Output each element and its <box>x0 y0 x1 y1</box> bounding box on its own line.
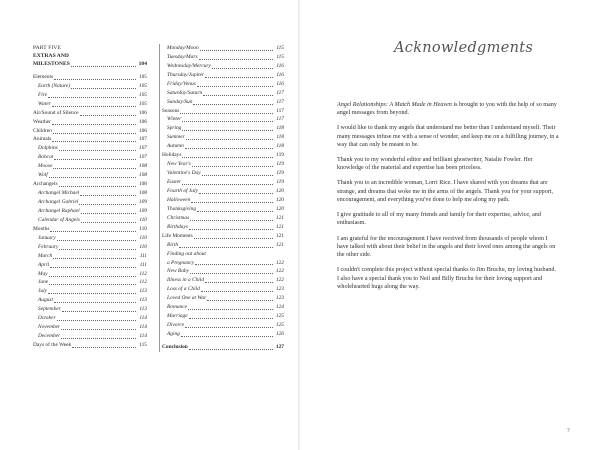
toc-entry-label: Archangel Gabriel <box>38 199 79 206</box>
toc-leader <box>192 165 273 167</box>
toc-entry-page: 123 <box>275 286 284 293</box>
ack-paragraph-7: I couldn't complete this project without special thanks to Jim Bruchu, my loving husband. I also have a special thank you to Neil and Billy Bruchu for their loving support and wholehearted hugs along the way. <box>337 267 556 290</box>
toc-leader <box>49 176 136 178</box>
toc-entry-page: 108 <box>138 172 147 179</box>
toc-entry-page: 113 <box>139 297 147 304</box>
toc-entry-page: 106 <box>138 118 147 125</box>
part-title-row <box>33 60 147 69</box>
ack-paragraph-2: I would like to thank my angels that understand me better than I understand myself. Their many messages infuse me with a sense of wonder, and keep me on a fulfilling journey, in a way that can only be meant to be. <box>337 125 559 148</box>
toc-entry <box>162 259 284 268</box>
toc-entry-label: October <box>38 315 56 322</box>
toc-entry-page: 115 <box>276 53 284 60</box>
toc-entry-page: 117 <box>276 116 284 123</box>
toc-entry <box>162 187 284 196</box>
toc-entry-label: February <box>38 243 59 250</box>
toc-leader <box>81 212 136 214</box>
toc-entry-page: 121 <box>275 241 284 248</box>
toc-leader <box>57 239 136 241</box>
toc-entry-label: April <box>38 261 50 268</box>
toc-leader <box>50 266 136 268</box>
toc-leader <box>201 290 273 292</box>
toc-entry-page: 121 <box>275 232 284 239</box>
toc-entry-page: 118 <box>276 125 284 132</box>
toc-entry-page: 108 <box>138 181 147 188</box>
toc-entry-page: 115 <box>139 342 147 349</box>
toc-entry-page: 109 <box>138 199 147 206</box>
toc-entry-label: January <box>38 234 56 241</box>
toc-entry-label: Aging <box>167 331 180 337</box>
toc-entry-label: September <box>38 306 61 313</box>
toc-leader <box>49 275 136 277</box>
toc-leader <box>194 237 273 239</box>
toc-leader <box>191 201 273 203</box>
toc-entry-page: 123 <box>275 295 284 302</box>
toc-leader <box>71 87 136 89</box>
toc-entry-label: July <box>38 288 47 295</box>
toc-entry-page: 108 <box>138 190 147 197</box>
toc-entry <box>33 82 147 91</box>
toc-entry-page: 118 <box>276 134 284 141</box>
toc-leader <box>200 49 273 51</box>
toc-entry <box>33 144 147 153</box>
toc-leader <box>199 58 273 60</box>
toc-entry-page: 110 <box>139 243 147 250</box>
toc-entry-label: Water <box>38 100 51 107</box>
toc-entry-label: Archangel Michael <box>38 190 80 197</box>
toc-entry-label: Thanksgiving <box>167 205 197 212</box>
toc-entry <box>33 252 147 261</box>
toc-leader <box>212 67 273 69</box>
toc-entry-label: Halloween <box>167 196 191 203</box>
toc-entry-page: 124 <box>275 304 284 311</box>
page-number: 7 <box>567 428 570 434</box>
toc-leader <box>72 346 136 348</box>
toc-entry-page: 125 <box>275 313 284 320</box>
toc-entry-label: Fourth of July <box>167 187 198 194</box>
toc-entry <box>33 225 147 234</box>
toc-entry-page: 110 <box>139 225 147 232</box>
toc-entry-page: 116 <box>276 62 284 69</box>
toc-leader <box>61 328 136 330</box>
toc-entry <box>162 303 284 312</box>
toc-entry <box>33 332 147 341</box>
toc-entry <box>33 109 147 118</box>
toc-leader <box>80 194 136 196</box>
toc-entry <box>162 44 284 53</box>
toc-entry <box>162 133 284 142</box>
toc-entry <box>33 216 147 225</box>
toc-entry-label: Weather <box>33 118 51 125</box>
toc-entry-label: Illness in a Child <box>167 277 204 284</box>
toc-entry-page: 109 <box>138 207 147 214</box>
toc-leader <box>182 183 273 185</box>
toc-entry <box>162 89 284 98</box>
toc-entry-page: 105 <box>138 91 147 98</box>
ack-paragraph-1-text: is brought to you with the help of so many angel messages from beyond. <box>337 102 557 117</box>
toc-entry <box>162 241 284 250</box>
toc-entry <box>33 100 147 109</box>
toc-entry-label: Easter <box>167 179 182 186</box>
toc-entry-page: 122 <box>275 259 284 266</box>
toc-leader <box>179 246 273 248</box>
ack-paragraph-3: Thank you to my wonderful editor and brilliant ghostwriter, Natalie Fowler. Her knowledge of the material and expertise has been priceless. <box>337 157 533 172</box>
part-title-line2: MILESTONES <box>33 60 70 67</box>
ack-paragraph-1 <box>337 101 559 118</box>
toc-entry-label: Autumn <box>167 143 184 150</box>
toc-entry-page: 119 <box>276 179 284 186</box>
toc-leader <box>199 192 273 194</box>
toc-leader <box>205 281 273 283</box>
toc-entry-page: 119 <box>276 170 284 177</box>
toc-leader <box>207 299 273 301</box>
toc-leader <box>54 158 136 160</box>
toc-entry <box>162 62 284 71</box>
toc-leader <box>197 210 273 212</box>
toc-entry-label: March <box>38 252 53 259</box>
toc-entry-label: New Baby <box>167 268 190 275</box>
toc-leader <box>80 114 136 116</box>
toc-leader <box>182 129 273 131</box>
toc-entry <box>162 223 284 232</box>
toc-leader <box>59 185 136 187</box>
toc-entry-label: Animals <box>33 136 52 143</box>
toc-entry <box>162 142 284 151</box>
toc-entry-label: December <box>38 333 61 340</box>
toc-leader <box>190 272 273 274</box>
toc-entry-label: Romance <box>167 304 188 311</box>
toc-entry-label: Wolf <box>38 172 48 179</box>
toc-entry-page: 110 <box>139 216 147 223</box>
ack-paragraph-4: Thank you to an incredible woman, Lorri Rice. I have shared with you dreams that are strange, and dreams that woke me in the arms of the angels. Thank you for your support, encouragement, and everything you've done to help me along my path. <box>337 180 553 204</box>
acknowledgments-title: Acknowledgments <box>394 40 534 56</box>
toc-leader <box>53 132 136 134</box>
toc-entry-page: 114 <box>139 333 147 340</box>
toc-entry-page: 105 <box>138 73 147 80</box>
toc-entry-page: 127 <box>275 343 284 350</box>
toc-leader <box>203 94 273 96</box>
toc-leader <box>189 348 273 350</box>
toc-entry-page: 120 <box>275 205 284 212</box>
toc-leader <box>57 319 136 321</box>
part-label: PART FIVE <box>33 45 61 51</box>
toc-entry <box>162 71 284 80</box>
toc-entry <box>33 287 147 296</box>
toc-entry <box>162 276 284 285</box>
toc-entry <box>33 136 147 145</box>
toc-entry <box>162 321 284 330</box>
toc-column-1-entries <box>33 73 147 350</box>
toc-entry-label: a Pregnancy <box>167 259 195 266</box>
toc-entry-label: May <box>38 270 48 277</box>
toc-entry-page: 111 <box>139 261 147 268</box>
toc-leader <box>186 138 273 140</box>
toc-entry-label: Friday/Venus <box>167 80 196 87</box>
toc-entry-label: Air/Sound of Silence <box>33 109 79 116</box>
toc-leader <box>52 140 136 142</box>
toc-entry-page: 114 <box>139 324 147 331</box>
toc-leader <box>188 308 273 310</box>
acknowledgments-body <box>337 101 559 298</box>
toc-entry <box>162 294 284 303</box>
toc-entry-page: 116 <box>276 71 284 78</box>
toc-entry-page: 110 <box>139 234 147 241</box>
toc-entry-label: Monday/Moon <box>167 44 199 51</box>
toc-entry-page: 125 <box>275 322 284 329</box>
toc-entry-label: Valentine's Day <box>167 170 201 177</box>
toc-entry-page: 112 <box>139 270 147 277</box>
toc-leader <box>61 337 136 339</box>
toc-entry <box>33 118 147 127</box>
toc-leader <box>189 317 273 319</box>
toc-entry-label: Marriage <box>167 313 188 320</box>
toc-entry-label: Winter <box>167 116 182 123</box>
toc-entry <box>162 160 284 169</box>
toc-entry-page: 108 <box>138 163 147 170</box>
toc-entry-page: 105 <box>138 82 147 89</box>
toc-entry-label: Sunday/Sun <box>167 98 193 105</box>
toc-leader <box>53 167 136 169</box>
toc-entry <box>162 312 284 321</box>
toc-leader <box>59 248 136 250</box>
toc-entry-page: 119 <box>276 152 284 159</box>
toc-entry-label: Holidays <box>162 152 182 159</box>
ack-paragraph-6: I am grateful for the encouragement I have received from thousands of people whom I have talked with about their belief in the angels and their loved ones among the angels on the other side. <box>337 235 556 259</box>
toc-entry-page: 120 <box>275 187 284 194</box>
toc-entry <box>162 232 284 241</box>
toc-entry <box>33 127 147 136</box>
toc-leader <box>181 335 273 337</box>
toc-entry <box>33 198 147 207</box>
toc-leader <box>79 203 136 205</box>
toc-leader <box>185 147 273 149</box>
toc-entry-page: 117 <box>276 107 284 114</box>
part-title-page: 104 <box>138 60 147 67</box>
toc-entry <box>33 207 147 216</box>
toc-entry-label: Divorce <box>167 322 185 329</box>
toc-entry-page: 113 <box>139 306 147 313</box>
toc-entry <box>33 296 147 305</box>
toc-entry <box>162 205 284 214</box>
toc-leader <box>185 326 273 328</box>
toc-entry-page: 107 <box>138 145 147 152</box>
toc-entry <box>162 116 284 125</box>
toc-entry-label: New Year's <box>167 161 191 168</box>
toc-entry-page: 105 <box>138 100 147 107</box>
toc-entry-page: 126 <box>275 331 284 337</box>
toc-entry <box>33 162 147 171</box>
toc-leader <box>180 112 273 114</box>
toc-entry <box>162 330 284 339</box>
toc-entry-page: 106 <box>138 127 147 134</box>
toc-entry <box>162 107 284 116</box>
toc-entry-label: Dolphins <box>38 145 58 152</box>
toc-leader <box>49 283 136 285</box>
toc-leader <box>48 292 136 294</box>
toc-entry-label: Saturday/Saturn <box>167 89 203 96</box>
toc-entry-page: 121 <box>275 214 284 221</box>
toc-entry <box>162 53 284 62</box>
toc-entry <box>33 341 147 350</box>
toc-leader <box>52 105 136 107</box>
toc-entry-page: 115 <box>276 44 284 51</box>
toc-leader <box>62 310 136 312</box>
toc-entry-page: 106 <box>138 109 147 116</box>
toc-leader <box>205 76 273 78</box>
toc-leader <box>182 156 273 158</box>
toc-entry <box>162 267 284 276</box>
toc-entry-page: 117 <box>276 98 284 105</box>
toc-leader <box>202 174 273 176</box>
toc-entry <box>33 180 147 189</box>
toc-entry-page: 117 <box>276 89 284 96</box>
toc-entry-label: Seasons <box>162 107 180 114</box>
toc-leader <box>182 120 273 122</box>
toc-entry-label: Thursday/Jupiter <box>167 71 205 78</box>
toc-entry <box>162 214 284 223</box>
toc-entry-label: Archangels <box>33 181 58 188</box>
toc-entry-label: Birthdays <box>167 223 188 230</box>
toc-entry-page: 107 <box>138 154 147 161</box>
toc-entry-label: June <box>38 279 49 286</box>
toc-entry-page: 118 <box>276 143 284 150</box>
toc-entry-page: 113 <box>139 288 147 295</box>
toc-leader <box>71 65 136 67</box>
toc-leader <box>48 96 136 98</box>
toc-entry-label: Spring <box>167 125 182 132</box>
toc-entry <box>162 285 284 294</box>
toc-entry-label: August <box>38 297 53 304</box>
toc-entry-label: Summer <box>167 134 185 141</box>
toc-leader <box>189 228 273 230</box>
toc-leader <box>52 123 136 125</box>
toc-entry-label: Loved One at War <box>167 295 207 302</box>
left-page <box>0 0 298 450</box>
toc-entry-page: 122 <box>275 268 284 275</box>
toc-entry-label: Tuesday/Mars <box>167 53 198 60</box>
toc-entry-page: 122 <box>275 277 284 284</box>
toc-leader <box>54 78 136 80</box>
toc-entry <box>162 124 284 133</box>
toc-leader <box>195 263 273 265</box>
toc-entry <box>162 250 284 259</box>
toc-entry-label: Elements <box>33 73 54 80</box>
toc-entry <box>33 305 147 314</box>
toc-entry <box>33 261 147 270</box>
toc-entry-page: 121 <box>275 223 284 230</box>
toc-column-2-entries <box>162 44 284 352</box>
toc-entry <box>33 314 147 323</box>
toc-entry-label: Days of the Week <box>33 342 72 349</box>
toc-entry-label: Loss of a Child <box>167 286 200 293</box>
toc-leader <box>59 149 136 151</box>
toc-entry-page: 111 <box>139 252 147 259</box>
toc-entry-label: Conclusion <box>162 343 188 350</box>
toc-entry <box>33 234 147 243</box>
toc-column-1 <box>33 44 147 350</box>
toc-entry <box>162 80 284 89</box>
toc-leader <box>54 301 136 303</box>
toc-entry-label: Christmas <box>167 214 190 221</box>
toc-entry-label: Earth (Nature) <box>38 82 70 89</box>
toc-column-2 <box>159 44 284 352</box>
toc-entry <box>33 243 147 252</box>
part-title-line1: EXTRAS AND <box>33 53 69 59</box>
toc-entry-label: Bobcat <box>38 154 54 161</box>
toc-entry-page: 114 <box>139 315 147 322</box>
toc-entry-label: Finding out about <box>167 250 206 257</box>
toc-entry <box>33 91 147 100</box>
toc-entry-page: 112 <box>139 279 147 286</box>
toc-entry-label: Fire <box>38 91 48 98</box>
toc-entry-label: November <box>38 324 61 331</box>
toc-entry <box>162 178 284 187</box>
toc-entry-page: 116 <box>276 80 284 87</box>
toc-entry-label: Moose <box>38 163 53 170</box>
toc-entry-page: 120 <box>275 196 284 203</box>
book-title-italic: Angel Relationships: A Match Made in Heaven <box>337 102 452 108</box>
toc-entry-page: 107 <box>138 136 147 143</box>
toc-leader <box>193 103 273 105</box>
toc-leader <box>197 85 273 87</box>
toc-entry <box>33 270 147 279</box>
toc-leader <box>53 257 136 259</box>
toc-entry <box>33 73 147 82</box>
toc-entry <box>162 343 284 352</box>
toc-entry-label: Months <box>33 225 50 232</box>
toc-entry <box>33 323 147 332</box>
toc-entry-label: Life Moments <box>162 232 193 239</box>
ack-paragraph-5: I give gratitude to all of my many friends and family for their expertise, advice, and enthusiasm. <box>337 212 541 227</box>
toc-entry-label: Children <box>33 127 52 134</box>
toc-entry <box>162 169 284 178</box>
toc-entry <box>162 98 284 107</box>
toc-entry <box>162 196 284 205</box>
toc-entry-label: Wednesday/Mercury <box>167 62 211 69</box>
toc-leader <box>190 219 273 221</box>
toc-leader <box>50 230 136 232</box>
toc-entry <box>33 153 147 162</box>
toc-entry-label: Archangel Raphael <box>38 207 80 214</box>
toc-leader <box>81 221 136 223</box>
toc-entry-label: Birth <box>167 241 179 248</box>
toc-entry <box>33 279 147 288</box>
toc-entry <box>162 151 284 160</box>
toc-entry <box>33 189 147 198</box>
toc-entry-label: Calendar of Angels <box>38 216 80 223</box>
toc-entry <box>33 171 147 180</box>
toc-entry-page: 119 <box>276 161 284 168</box>
